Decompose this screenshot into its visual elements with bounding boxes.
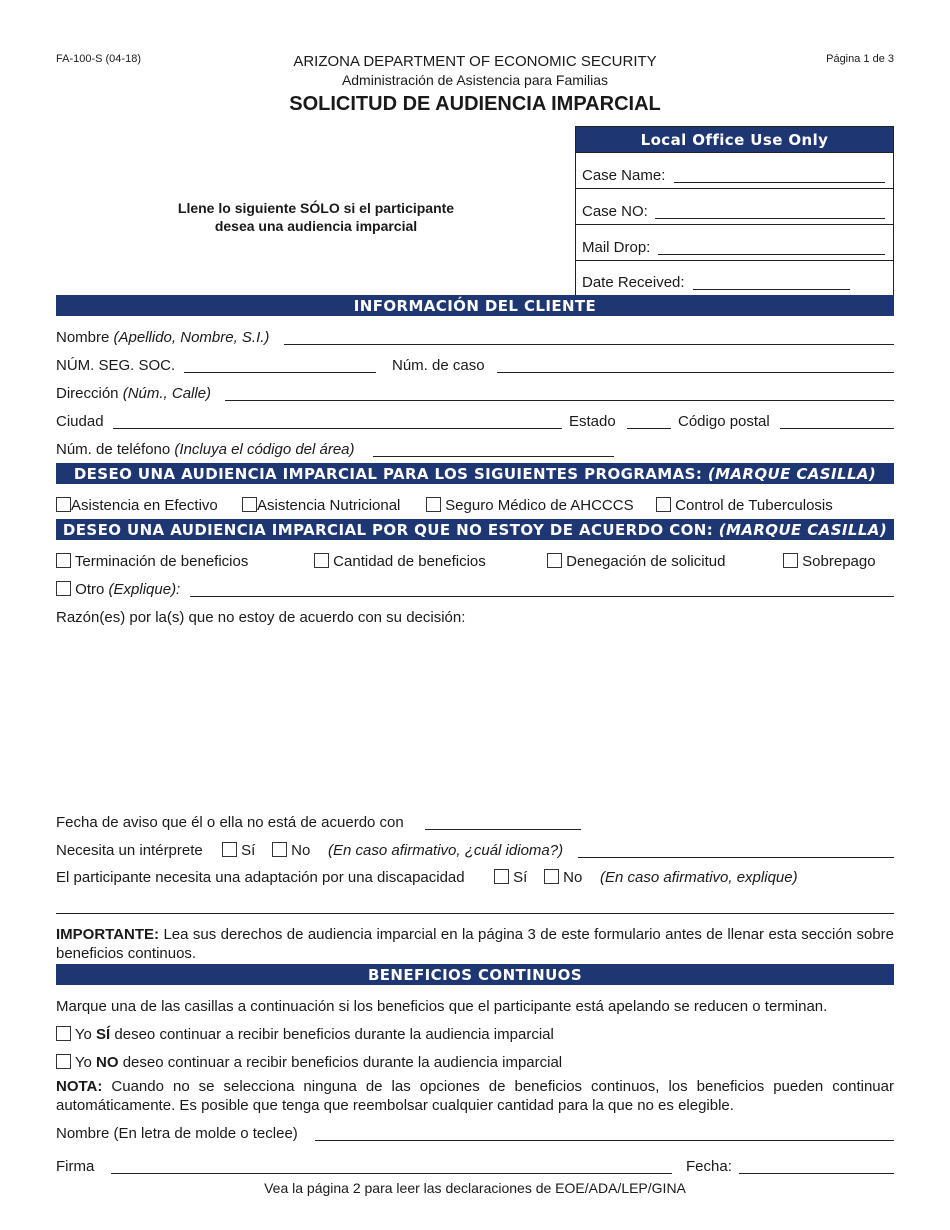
termination-checkbox[interactable] (56, 553, 71, 568)
reasons-area[interactable] (56, 630, 894, 800)
print-name-label: Nombre (En letra de molde o teclee) (56, 1125, 298, 1142)
case-number-label: Núm. de caso (392, 357, 485, 374)
option-denial: Denegación de solicitud (547, 553, 725, 570)
name-label: Nombre (Apellido, Nombre, S.I.) (56, 329, 270, 346)
page-title: SOLICITUD DE AUDIENCIA IMPARCIAL (289, 93, 661, 115)
form-code: FA-100-S (04-18) (56, 53, 141, 65)
disability-label: El participante necesita una adaptación por una discapacidad (56, 869, 465, 886)
date-received-row (575, 261, 894, 296)
signature-label: Firma (56, 1158, 95, 1175)
date-received-field[interactable] (693, 289, 850, 290)
date-label: Fecha: (686, 1158, 732, 1175)
other-explain-field[interactable] (190, 596, 894, 597)
interpreter-yes-checkbox[interactable] (222, 842, 237, 857)
disability-explain-field[interactable] (56, 913, 894, 914)
case-name-row (575, 153, 894, 189)
footer-note: Vea la página 2 para leer las declaraciones de EOE/ADA/LEP/GINA (264, 1180, 686, 1196)
option-termination: Terminación de beneficios (56, 553, 248, 570)
mail-drop-field[interactable] (658, 254, 885, 255)
city-field[interactable] (113, 428, 562, 429)
state-field[interactable] (627, 428, 671, 429)
signature-field[interactable] (111, 1173, 672, 1174)
tb-checkbox[interactable] (656, 497, 671, 512)
division-name: Administración de Asistencia para Familias (341, 72, 609, 88)
disagree-heading: DESEO UNA AUDIENCIA IMPARCIAL POR QUE NO ESTOY DE ACUERDO CON: (MARQUE CASILLA) (56, 519, 894, 540)
interpreter-yes: Sí (222, 842, 255, 859)
language-field[interactable] (578, 857, 894, 858)
interpreter-no: No (272, 842, 310, 859)
zip-field[interactable] (780, 428, 894, 429)
case-name-field[interactable] (674, 182, 885, 183)
name-field[interactable] (284, 344, 894, 345)
office-use-heading: Local Office Use Only (575, 126, 894, 153)
date-received-label: Date Received: (582, 274, 685, 291)
disability-no-checkbox[interactable] (544, 869, 559, 884)
other-checkbox[interactable] (56, 581, 71, 596)
continuing-intro: Marque una de las casillas a continuación si los beneficios que el participante está apelando se reducen o terminan. (56, 998, 828, 1015)
page-number: Página 1 de 3 (826, 53, 894, 65)
instruction-line-2: desea una audiencia imparcial (214, 218, 418, 234)
case-no-row (575, 189, 894, 225)
program-cash: Asistencia en Efectivo (56, 497, 218, 514)
case-no-field[interactable] (655, 218, 885, 219)
interpreter-label: Necesita un intérprete (56, 842, 203, 859)
option-amount: Cantidad de beneficios (314, 553, 486, 570)
name-hint: (Apellido, Nombre, S.I.) (113, 329, 270, 346)
phone-hint: (Incluya el código del área) (174, 441, 355, 458)
ssn-field[interactable] (184, 372, 376, 373)
disability-no: No (544, 869, 582, 886)
disability-yes: Sí (494, 869, 527, 886)
overpayment-checkbox[interactable] (783, 553, 798, 568)
programs-heading: DESEO UNA AUDIENCIA IMPARCIAL PARA LOS SIGUIENTES PROGRAMAS: (MARQUE CASILLA) (56, 463, 894, 484)
zip-label: Código postal (678, 413, 770, 430)
disability-yes-checkbox[interactable] (494, 869, 509, 884)
phone-label: Núm. de teléfono (Incluya el código del área) (56, 441, 355, 458)
continuing-heading: BENEFICIOS CONTINUOS (56, 964, 894, 985)
address-field[interactable] (225, 400, 894, 401)
case-number-field[interactable] (497, 372, 894, 373)
mail-drop-label: Mail Drop: (582, 239, 651, 256)
nutrition-checkbox[interactable] (242, 497, 257, 512)
address-hint: (Núm., Calle) (122, 385, 212, 402)
program-tb: Control de Tuberculosis (656, 497, 833, 514)
instruction-line-1: Llene lo siguiente SÓLO si el participante (177, 200, 455, 216)
city-label: Ciudad (56, 413, 104, 430)
print-name-field[interactable] (315, 1140, 894, 1141)
address-label: Dirección (Núm., Calle) (56, 385, 212, 402)
ssn-label: NÚM. SEG. SOC. (56, 357, 176, 374)
option-overpayment: Sobrepago (783, 553, 876, 570)
ahcccs-checkbox[interactable] (426, 497, 441, 512)
notice-date-field[interactable] (425, 829, 581, 830)
notice-date-label: Fecha de aviso que él o ella no está de acuerdo con (56, 814, 404, 831)
case-name-label: Case Name: (582, 167, 666, 184)
continue-no-checkbox[interactable] (56, 1054, 71, 1069)
interpreter-no-checkbox[interactable] (272, 842, 287, 857)
program-nutrition: Asistencia Nutricional (242, 497, 400, 514)
state-label: Estado (569, 413, 616, 430)
reasons-label: Razón(es) por la(s) que no estoy de acuerdo con su decisión: (56, 609, 466, 626)
language-hint: (En caso afirmativo, ¿cuál idioma?) (328, 842, 564, 859)
continue-yes: Yo SÍ deseo continuar a recibir beneficios durante la audiencia imparcial (56, 1026, 554, 1043)
case-no-label: Case NO: (582, 203, 648, 220)
important-notice: IMPORTANTE: Lea sus derechos de audiencia imparcial en la página 3 de este formulario antes de llenar esta sección sobre beneficios continuos. (56, 926, 894, 962)
mail-drop-row (575, 225, 894, 261)
continue-no: Yo NO deseo continuar a recibir beneficios durante la audiencia imparcial (56, 1054, 562, 1071)
cash-checkbox[interactable] (56, 497, 71, 512)
option-other: Otro (Explique): (56, 581, 180, 598)
amount-checkbox[interactable] (314, 553, 329, 568)
agency-name: ARIZONA DEPARTMENT OF ECONOMIC SECURITY (293, 53, 657, 70)
continue-yes-checkbox[interactable] (56, 1026, 71, 1041)
nota-notice: NOTA: Cuando no se selecciona ninguna de las opciones de beneficios continuos, los beneficios pueden continuar automáticamente. Es posible que tenga que reembolsar cualquier cantidad para la que no es elegible. (56, 1078, 894, 1114)
denial-checkbox[interactable] (547, 553, 562, 568)
explain-hint: (En caso afirmativo, explique) (600, 869, 798, 886)
client-info-heading: INFORMACIÓN DEL CLIENTE (56, 295, 894, 316)
date-field[interactable] (739, 1173, 894, 1174)
phone-field[interactable] (373, 456, 614, 457)
program-ahcccs: Seguro Médico de AHCCCS (426, 497, 634, 514)
